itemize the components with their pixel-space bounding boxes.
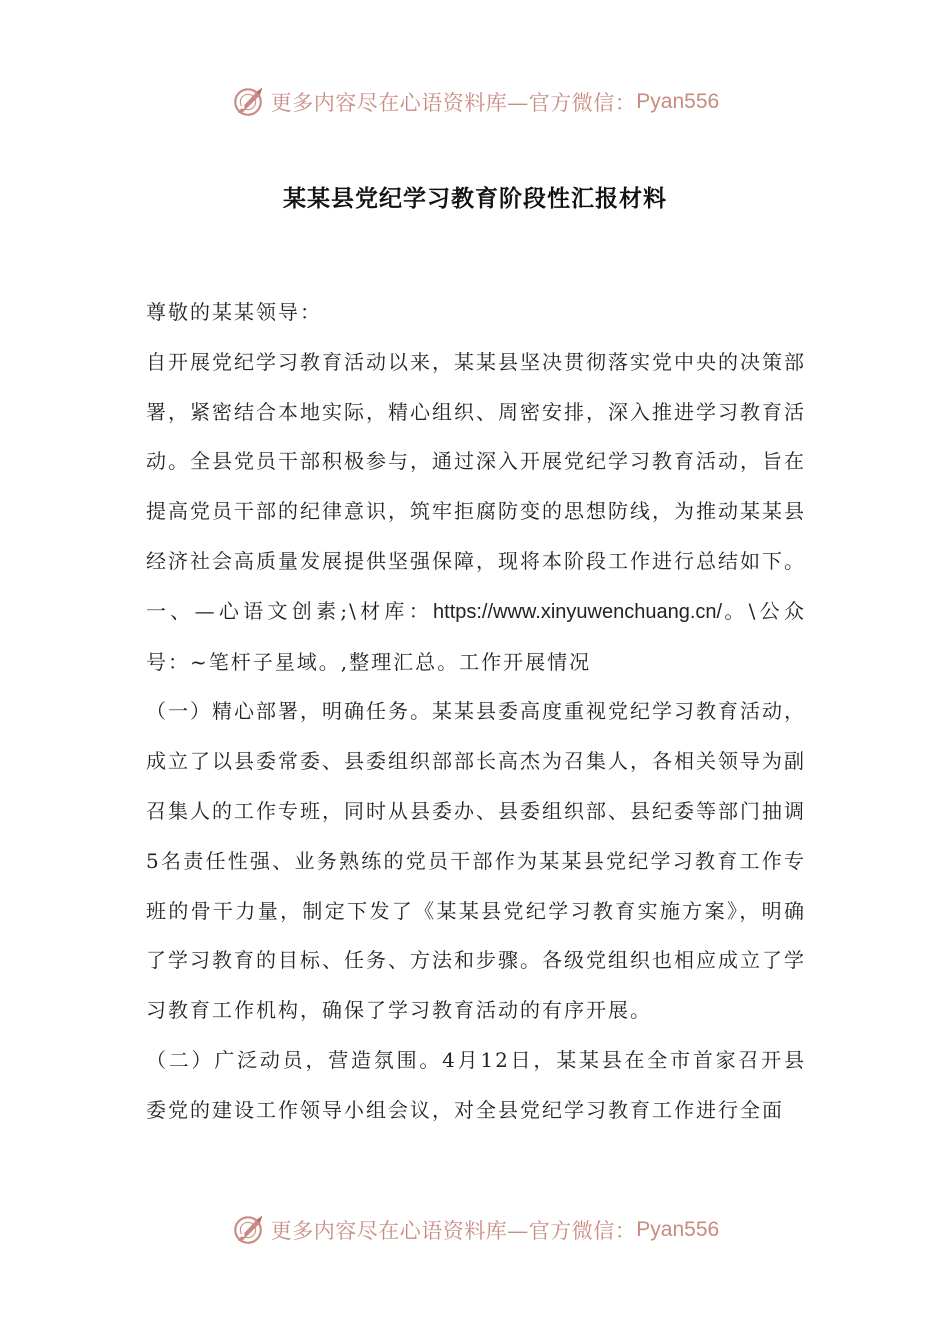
item-one-paragraph: （一）精心部署，明确任务。某某县委高度重视党纪学习教育活动，成立了以县委常委、县委组织部部长高杰为召集人，各相关领导为副召集人的工作专班，同时从县委办、县委组织部、县纪委等部门抽调5名责任性强、业务熟练的党员干部作为某某县党纪学习教育工作专班的骨干力量，制定下发了《某某县党纪学习教育实施方案》，明确了学习教育的目标、任务、方法和步骤。各级党组织也相应成立了学习教育工作机构，确保了学习教育活动的有序开展。 [146, 699, 806, 1023]
section-one-prefix: 一、—心语文创素;\材库： [146, 598, 434, 623]
intro-paragraph: 自开展党纪学习教育活动以来，某某县坚决贯彻落实党中央的决策部署，紧密结合本地实际，精心组织、周密安排，深入推进学习教育活动。全县党员干部积极参与，通过深入开展党纪学习教育活动，旨在提高党员干部的纪律意识，筑牢拒腐防变的思想防线，为推动某某县经济社会高质量发展提供坚强保障，现将本阶段工作进行总结如下。 [146, 349, 806, 573]
pen-nib-logo-icon [231, 1213, 265, 1247]
website-url: https://www.xinyuwenchuang.cn/ [433, 600, 723, 623]
salutation: 尊敬的某某领导： [146, 300, 322, 324]
header-banner [0, 80, 950, 124]
wechat-id: Pyan556 [636, 1218, 720, 1241]
footer-banner [0, 1208, 950, 1252]
pen-nib-logo-icon [231, 85, 265, 119]
banner-text: 更多内容尽在心语资料库—官方微信： [270, 91, 637, 115]
section-one-suffix: 。\公众号：~笔杆子星域。,整理汇总。工作开展情况 [146, 598, 806, 674]
document-body [146, 288, 806, 1136]
section-one-heading [146, 587, 806, 688]
wechat-id: Pyan556 [636, 90, 720, 113]
banner-text: 更多内容尽在心语资料库—官方微信： [270, 1219, 637, 1243]
item-two-paragraph: （二）广泛动员，营造氛围。4月12日，某某县在全市首家召开县委党的建设工作领导小组会议，对全县党纪学习教育工作进行全面 [146, 1047, 806, 1122]
document-title: 某某县党纪学习教育阶段性汇报材料 [283, 185, 667, 212]
